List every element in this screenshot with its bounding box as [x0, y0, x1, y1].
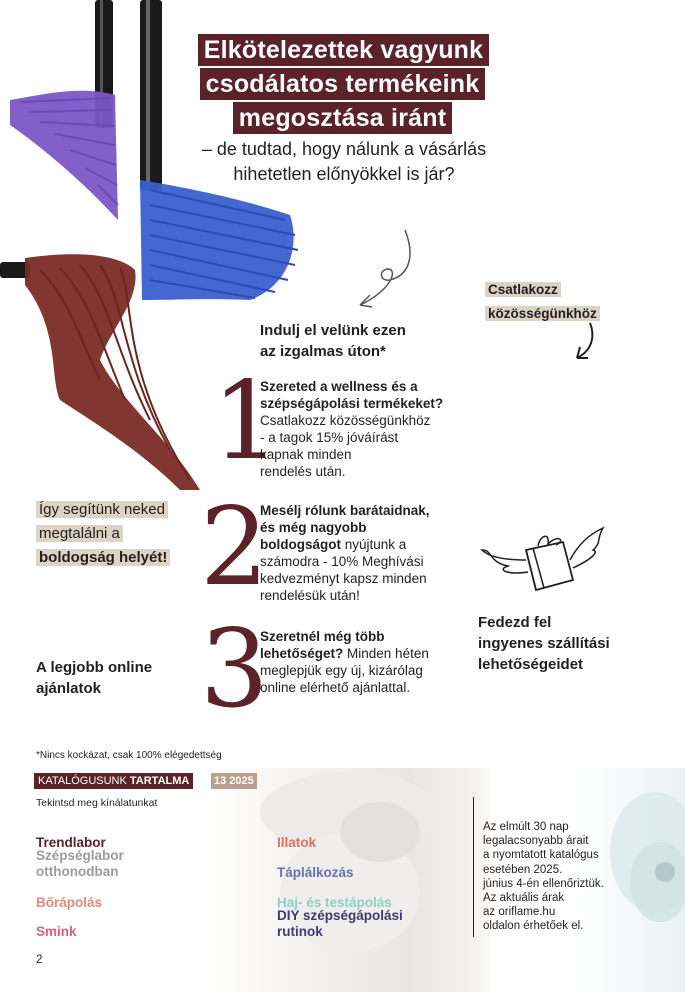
- step-2-text: Mesélj rólunk barátaidnak, és még nagyobb boldogságot nyújtunk a számodra - 10% Meghívási kedvezményt kapsz minden rendelésük után!: [260, 503, 430, 603]
- online-offers-label: A legjobb online ajánlatok: [36, 659, 153, 697]
- toc-smink[interactable]: Smink: [36, 924, 77, 939]
- curved-arrow-icon: [350, 225, 420, 315]
- contents-issue: 13 2025: [211, 773, 257, 789]
- price-note-divider: [473, 797, 474, 937]
- page-number: 2: [36, 954, 43, 966]
- price-note: Az elmúlt 30 nap legalacsonyabb árait a nyomtatott katalógus esetében 2025. június 4-én ellenőriztük. Az aktuális árak az oriflame.hu oldalon érhetőek el.: [483, 821, 604, 933]
- toc-szepseglabor[interactable]: Szépséglabor otthonodban: [36, 848, 124, 879]
- step-3-text: Szeretnél még több lehetőséget? Minden héten meglepjük egy új, kizárólag online elérhető ajánlattal.: [260, 629, 429, 695]
- headline-line-2: csodálatos termékeink: [0, 68, 685, 100]
- toc-taplalkozas[interactable]: Táplálkozás: [277, 865, 354, 880]
- join-community-callout: Csatlakozz közösségünkhöz: [485, 278, 625, 326]
- journey-title: Indulj el velünk ezen az izgalmas úton*: [260, 322, 406, 360]
- toc-diy[interactable]: DIY szépségápolási rutinok: [277, 908, 403, 939]
- toc-trendlabor[interactable]: Trendlabor: [36, 835, 106, 850]
- footnote: *Nincs kockázat, csak 100% elégedettség: [36, 750, 222, 761]
- headline-subline-2: hihetetlen előnyökkel is jár?: [233, 164, 455, 184]
- headline-line-3: megosztása iránt: [0, 102, 685, 134]
- step-number-3: 3: [200, 607, 269, 732]
- happiness-callout: Így segítünk neked megtalálni a boldogság helyét!: [36, 498, 196, 570]
- contents-subtitle: Tekintsd meg kínálatunkat: [36, 797, 158, 809]
- step-1-text: Szereted a wellness és a szépségápolási termékeket? Csatlakozz közösségünkhöz - a tagok 15% jóváírást kapnak minden rendelés után.: [260, 379, 444, 479]
- winged-gift-box-icon: [478, 520, 608, 610]
- step-number-1: 1: [212, 359, 281, 484]
- toc-haj-es-testapolas[interactable]: Haj- és testápolás: [277, 895, 392, 910]
- contents-label: KATALÓGUSUNK TARTALMA: [34, 773, 193, 789]
- toc-borapolas[interactable]: Bőrápolás: [36, 895, 103, 910]
- headline-subline-1: – de tudtad, hogy nálunk a vásárlás: [201, 139, 487, 159]
- step-number-2: 2: [200, 485, 269, 610]
- free-shipping-label: Fedezd fel ingyenes szállítási lehetőségeidet: [478, 614, 610, 673]
- toc-illatok[interactable]: Illatok: [277, 835, 317, 850]
- headline-line-1: Elkötelezettek vagyunk: [0, 34, 685, 66]
- down-arrow-icon: [565, 320, 605, 365]
